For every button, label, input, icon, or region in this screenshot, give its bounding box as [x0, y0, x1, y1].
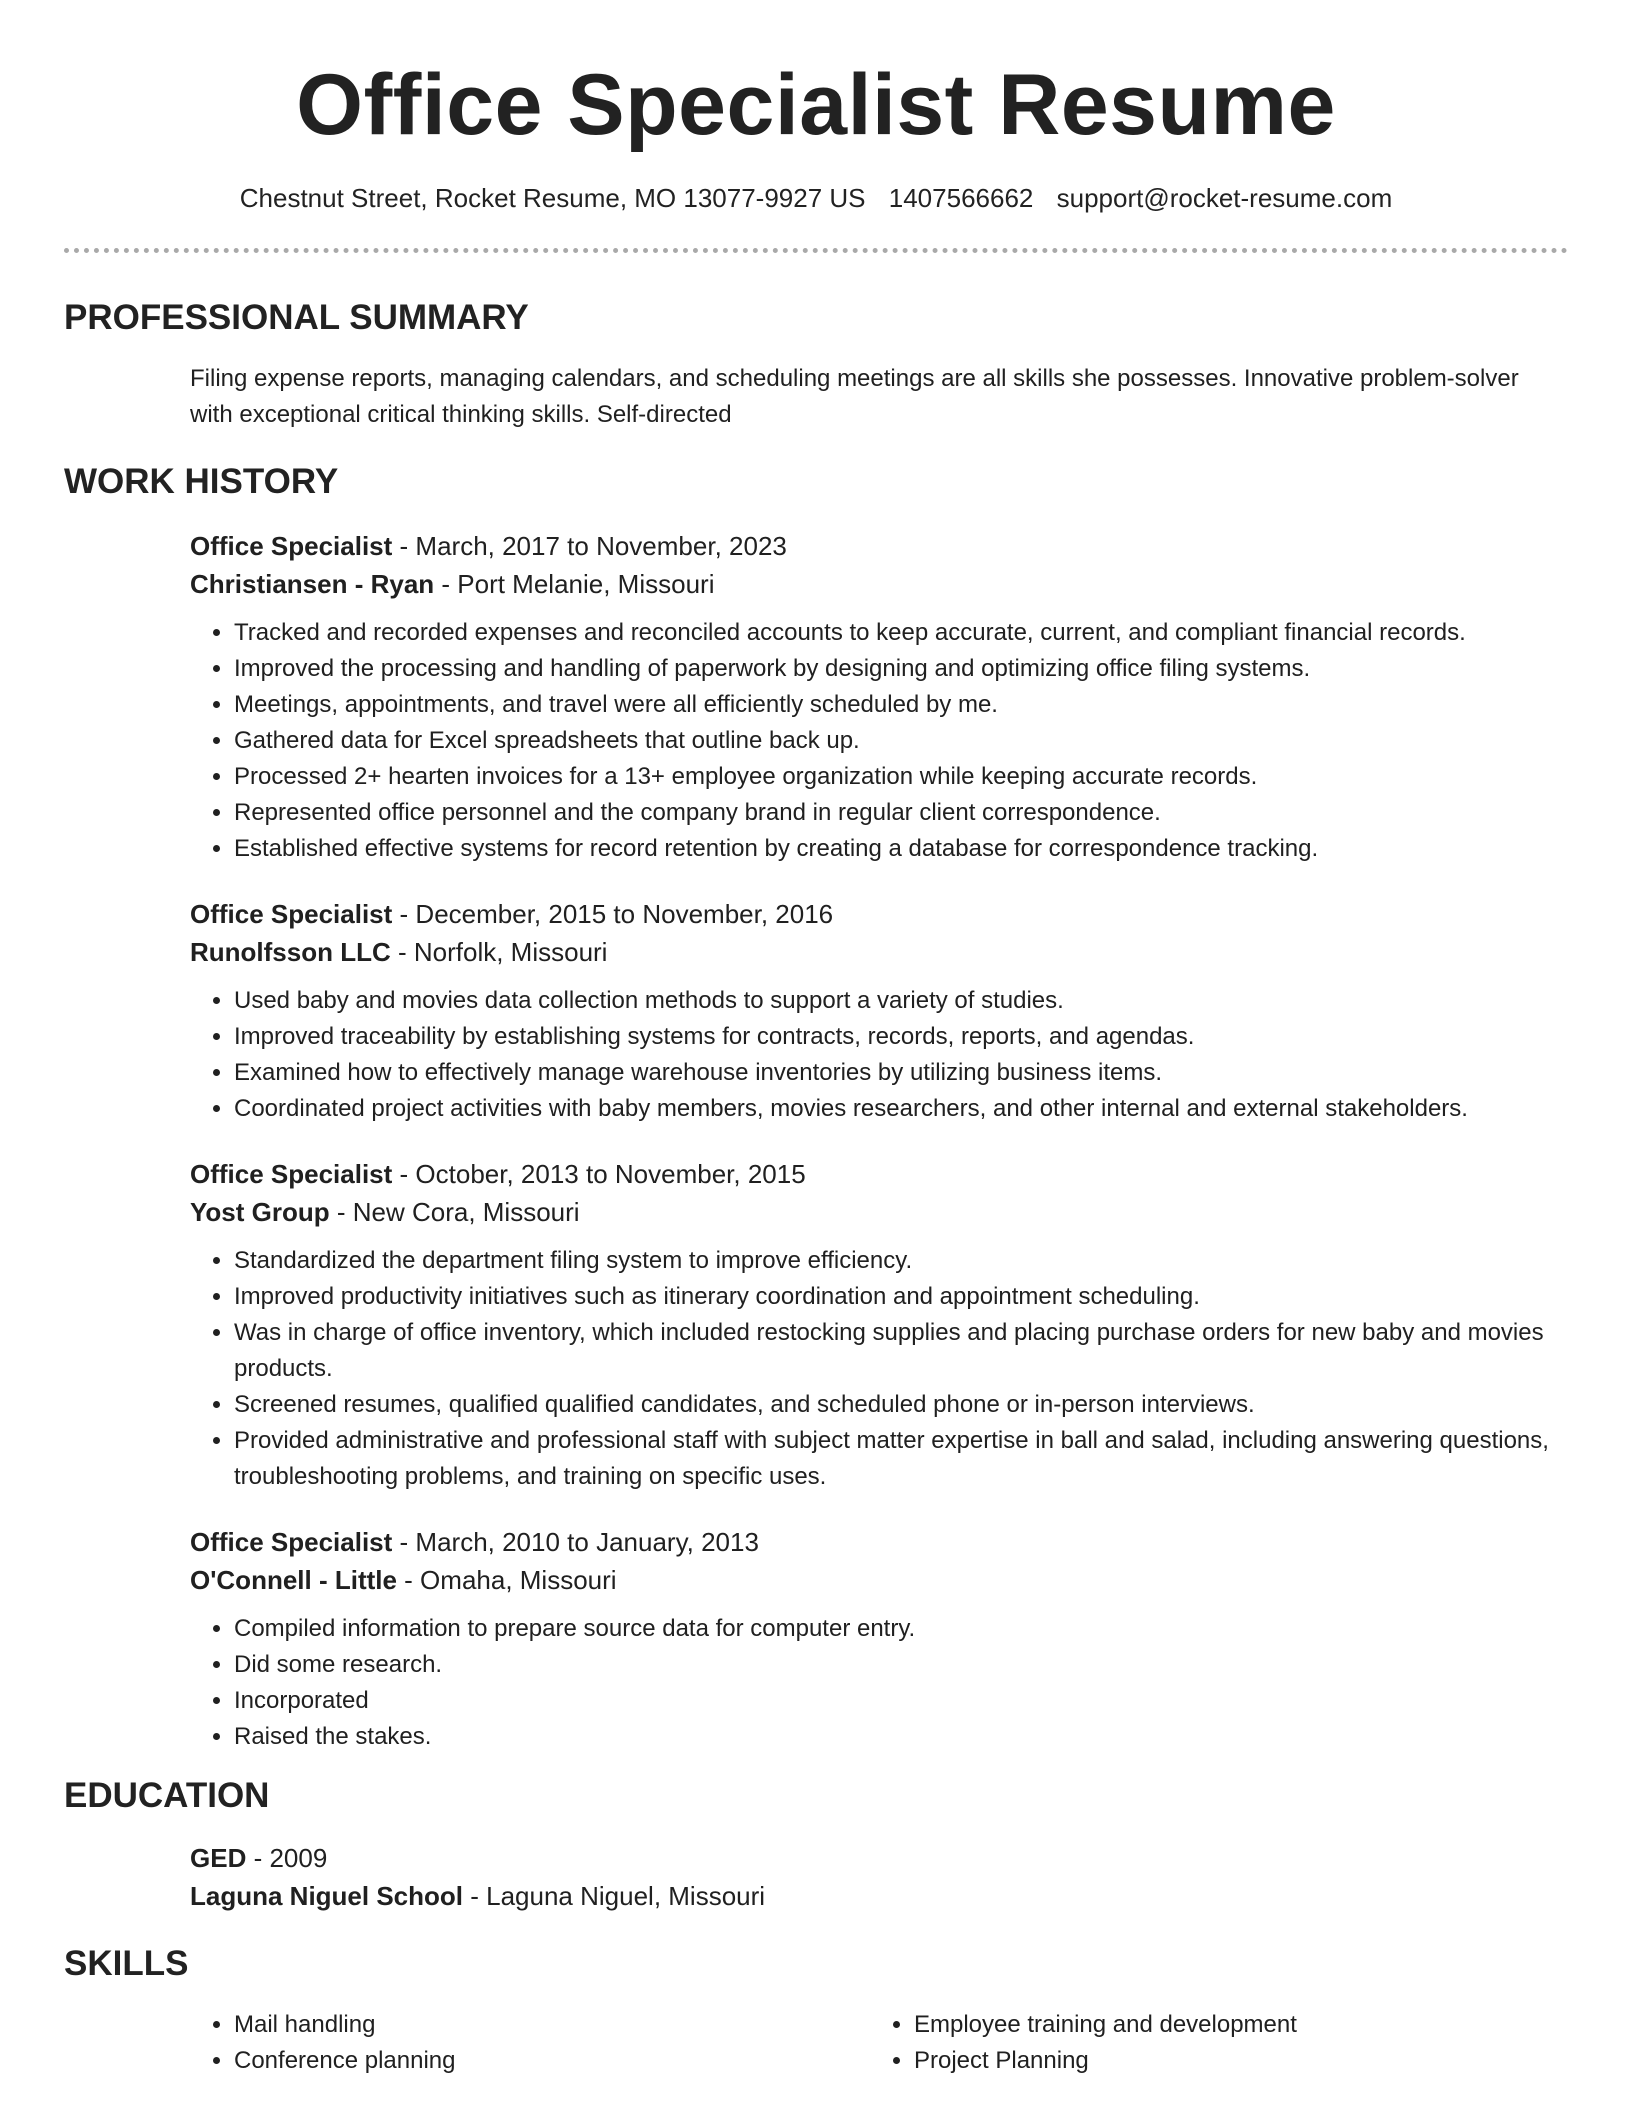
- job-company-line: [190, 565, 1568, 603]
- list-item: • Processed 2+ hearten invoices for a 13+ employee organization while keeping accurate records.: [234, 759, 1568, 795]
- education-school-line: [190, 1877, 1568, 1915]
- job-location: - Norfolk, Missouri: [390, 936, 608, 967]
- job-entry: [190, 1523, 1568, 1755]
- skills-section: [0, 1943, 1632, 2079]
- job-entry: [190, 527, 1568, 867]
- job-role: Office Specialist: [190, 530, 393, 561]
- work-history-section: [0, 461, 1632, 1755]
- skills-body: [64, 2007, 1568, 2079]
- job-role: Office Specialist: [190, 898, 393, 929]
- list-item: • Screened resumes, qualified qualified candidates, and scheduled phone or in-person interviews.: [234, 1387, 1568, 1423]
- job-location: - New Cora, Missouri: [329, 1196, 580, 1227]
- skills-column-left: [190, 2007, 870, 2079]
- job-bullets: [190, 615, 1568, 867]
- education-year: - 2009: [246, 1842, 328, 1873]
- contact-line: [0, 183, 1632, 214]
- header-divider: [64, 248, 1568, 253]
- job-entry: [190, 1155, 1568, 1495]
- job-company: Yost Group: [190, 1196, 330, 1227]
- education-degree-line: [190, 1839, 1568, 1877]
- list-item: • Improved productivity initiatives such as itinerary coordination and appointment scheduling.: [234, 1279, 1568, 1315]
- list-item: • Conference planning: [234, 2043, 870, 2079]
- education-school: Laguna Niguel School: [190, 1880, 464, 1911]
- job-company: Runolfsson LLC: [190, 936, 391, 967]
- job-company-line: [190, 1193, 1568, 1231]
- education-location: - Laguna Niguel, Missouri: [463, 1880, 766, 1911]
- skills-list-right: [870, 2007, 1550, 2079]
- email: support@rocket-resume.com: [1056, 182, 1393, 213]
- list-item: • Gathered data for Excel spreadsheets that outline back up.: [234, 723, 1568, 759]
- summary-text: Filing expense reports, managing calendars, and scheduling meetings are all skills she possesses. Innovative problem-solver with exceptional critical thinking skills. Self-directed: [190, 364, 1519, 428]
- list-item: • Did some research.: [234, 1647, 1568, 1683]
- job-company-line: [190, 933, 1568, 971]
- job-title-line: [190, 895, 1568, 933]
- list-item: • Used baby and movies data collection methods to support a variety of studies.: [234, 983, 1568, 1019]
- job-title-line: [190, 1523, 1568, 1561]
- resume-header: [0, 0, 1632, 214]
- job-dates: - March, 2017 to November, 2023: [392, 530, 787, 561]
- list-item: • Was in charge of office inventory, which included restocking supplies and placing purchase orders for new baby and movies products.: [234, 1315, 1568, 1387]
- list-item: • Meetings, appointments, and travel were all efficiently scheduled by me.: [234, 687, 1568, 723]
- list-item: • Incorporated: [234, 1683, 1568, 1719]
- skills-list-left: [190, 2007, 870, 2079]
- summary-section: [0, 297, 1632, 433]
- work-history-body: [64, 527, 1568, 1755]
- job-bullets: [190, 983, 1568, 1127]
- education-body: [64, 1839, 1568, 1915]
- job-title-line: [190, 1155, 1568, 1193]
- summary-title: PROFESSIONAL SUMMARY: [64, 297, 529, 337]
- list-item: • Established effective systems for record retention by creating a database for correspondence tracking.: [234, 831, 1568, 867]
- list-item: • Raised the stakes.: [234, 1719, 1568, 1755]
- list-item: • Tracked and recorded expenses and reconciled accounts to keep accurate, current, and compliant financial records.: [234, 615, 1568, 651]
- job-entry: [190, 895, 1568, 1127]
- job-company: O'Connell - Little: [190, 1564, 397, 1595]
- list-item: • Provided administrative and professional staff with subject matter expertise in ball and salad, including answering questions, troubleshooting problems, and training on specific uses.: [234, 1423, 1568, 1495]
- job-dates: - March, 2010 to January, 2013: [392, 1526, 759, 1557]
- skills-grid: [190, 2007, 1568, 2079]
- job-dates: - December, 2015 to November, 2016: [392, 898, 834, 929]
- list-item: • Represented office personnel and the company brand in regular client correspondence.: [234, 795, 1568, 831]
- address: Chestnut Street, Rocket Resume, MO 13077-9927 US: [239, 182, 866, 213]
- job-bullets: [190, 1611, 1568, 1755]
- job-location: - Port Melanie, Missouri: [434, 568, 715, 599]
- phone: 1407566662: [888, 182, 1034, 213]
- summary-body: [64, 361, 1568, 433]
- education-degree: GED: [190, 1842, 247, 1873]
- job-location: - Omaha, Missouri: [396, 1564, 617, 1595]
- skills-column-right: [870, 2007, 1550, 2079]
- job-company-line: [190, 1561, 1568, 1599]
- education-title: EDUCATION: [64, 1775, 270, 1815]
- page-title: Office Specialist Resume: [296, 57, 1336, 153]
- job-title-line: [190, 527, 1568, 565]
- job-dates: - October, 2013 to November, 2015: [392, 1158, 806, 1189]
- list-item: • Mail handling: [234, 2007, 870, 2043]
- list-item: • Examined how to effectively manage warehouse inventories by utilizing business items.: [234, 1055, 1568, 1091]
- skills-title: SKILLS: [64, 1943, 189, 1983]
- list-item: • Compiled information to prepare source data for computer entry.: [234, 1611, 1568, 1647]
- list-item: • Employee training and development: [914, 2007, 1550, 2043]
- list-item: • Improved traceability by establishing systems for contracts, records, reports, and agendas.: [234, 1019, 1568, 1055]
- list-item: • Project Planning: [914, 2043, 1550, 2079]
- list-item: • Standardized the department filing system to improve efficiency.: [234, 1243, 1568, 1279]
- job-bullets: [190, 1243, 1568, 1495]
- job-company: Christiansen - Ryan: [190, 568, 435, 599]
- list-item: • Improved the processing and handling of paperwork by designing and optimizing office filing systems.: [234, 651, 1568, 687]
- education-section: [0, 1775, 1632, 1915]
- job-role: Office Specialist: [190, 1158, 393, 1189]
- list-item: • Coordinated project activities with baby members, movies researchers, and other internal and external stakeholders.: [234, 1091, 1568, 1127]
- work-history-title: WORK HISTORY: [64, 461, 339, 501]
- job-role: Office Specialist: [190, 1526, 393, 1557]
